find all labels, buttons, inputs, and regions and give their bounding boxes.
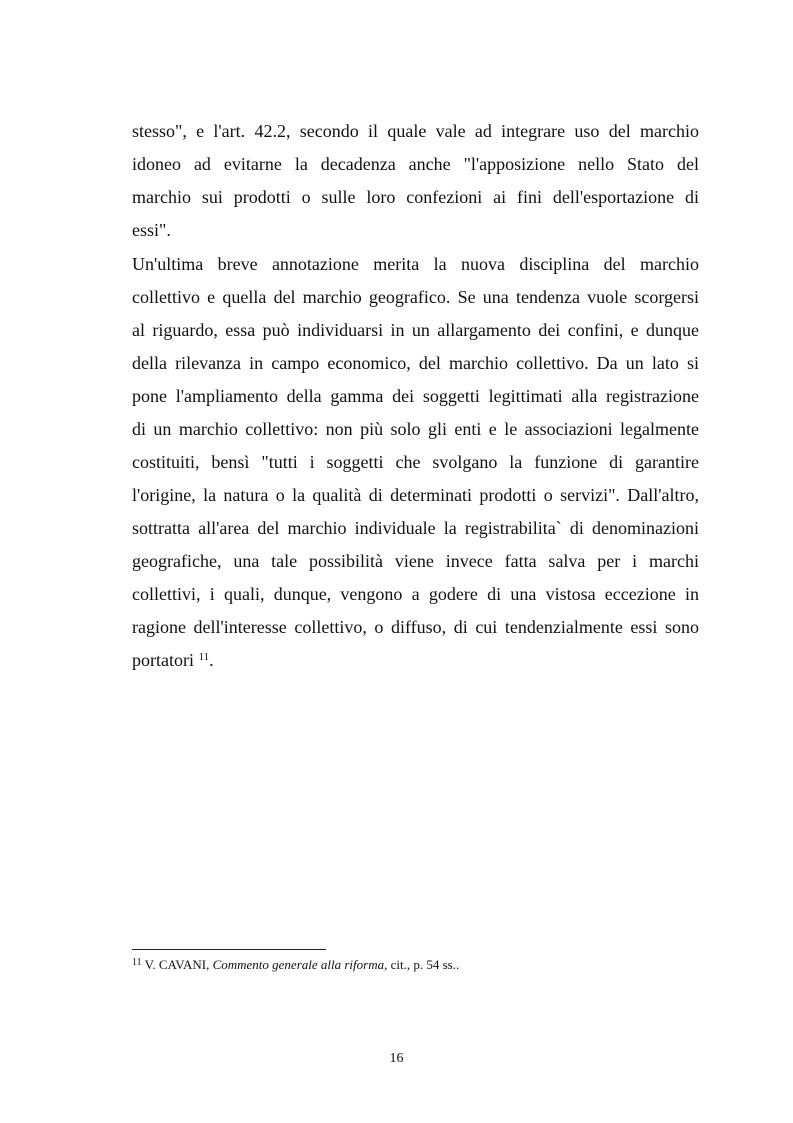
paragraph-line: Un'ultima breve annotazione merita la nuova disciplina del marchio bbox=[132, 254, 699, 274]
page-number: 16 bbox=[389, 1051, 404, 1066]
paragraph-line: ragione dell'interesse collettivo, o diffuso, di cui tendenzialmente essi sono bbox=[132, 617, 699, 637]
paragraph-line: idoneo ad evitarne la decadenza anche "l'apposizione nello Stato del bbox=[132, 154, 699, 174]
paragraph-last-line bbox=[132, 649, 699, 671]
paragraph-line: costituiti, bensì "tutti i soggetti che svolgano la funzione di garantire bbox=[132, 452, 699, 472]
footnote-number: 11 bbox=[132, 957, 142, 968]
paragraph-line: stesso", e l'art. 42.2, secondo il quale vale ad integrare uso del marchio bbox=[132, 121, 699, 141]
footnote bbox=[132, 956, 699, 974]
last-line-text: portatori bbox=[132, 650, 194, 670]
footnote-separator bbox=[132, 949, 326, 950]
paragraph-line: marchio sui prodotti o sulle loro confezioni ai fini dell'esportazione di bbox=[132, 187, 699, 207]
footnote-title: Commento generale alla riforma bbox=[212, 957, 385, 972]
paragraph-line: collettivo e quella del marchio geografico. Se una tendenza vuole scorgersi bbox=[132, 287, 699, 307]
paragraph-line: di un marchio collettivo: non più solo gli enti e le associazioni legalmente bbox=[132, 419, 699, 439]
paragraph-line: sottratta all'area del marchio individuale la registrabilita` di denominazioni bbox=[132, 518, 699, 538]
paragraph-line: l'origine, la natura o la qualità di determinati prodotti o servizi". Dall'altro, bbox=[132, 485, 699, 505]
paragraph-line: essi". bbox=[132, 220, 171, 240]
paragraph-line: della rilevanza in campo economico, del marchio collettivo. Da un lato si bbox=[132, 353, 699, 373]
paragraph-line: geografiche, una tale possibilità viene invece fatta salva per i marchi bbox=[132, 551, 699, 571]
paragraph-line: pone l'ampliamento della gamma dei soggetti legittimati alla registrazione bbox=[132, 386, 699, 406]
paragraph-line: al riguardo, essa può individuarsi in un allargamento dei confini, e dunque bbox=[132, 320, 699, 340]
footnote-reference[interactable]: 11 bbox=[198, 651, 210, 663]
last-line-end: . bbox=[209, 650, 214, 670]
footnote-author: V. CAVANI, bbox=[144, 957, 213, 972]
paragraph-line: collettivi, i quali, dunque, vengono a godere di una vistosa eccezione in bbox=[132, 584, 699, 604]
footnote-citation: , cit., p. 54 ss.. bbox=[384, 957, 460, 972]
